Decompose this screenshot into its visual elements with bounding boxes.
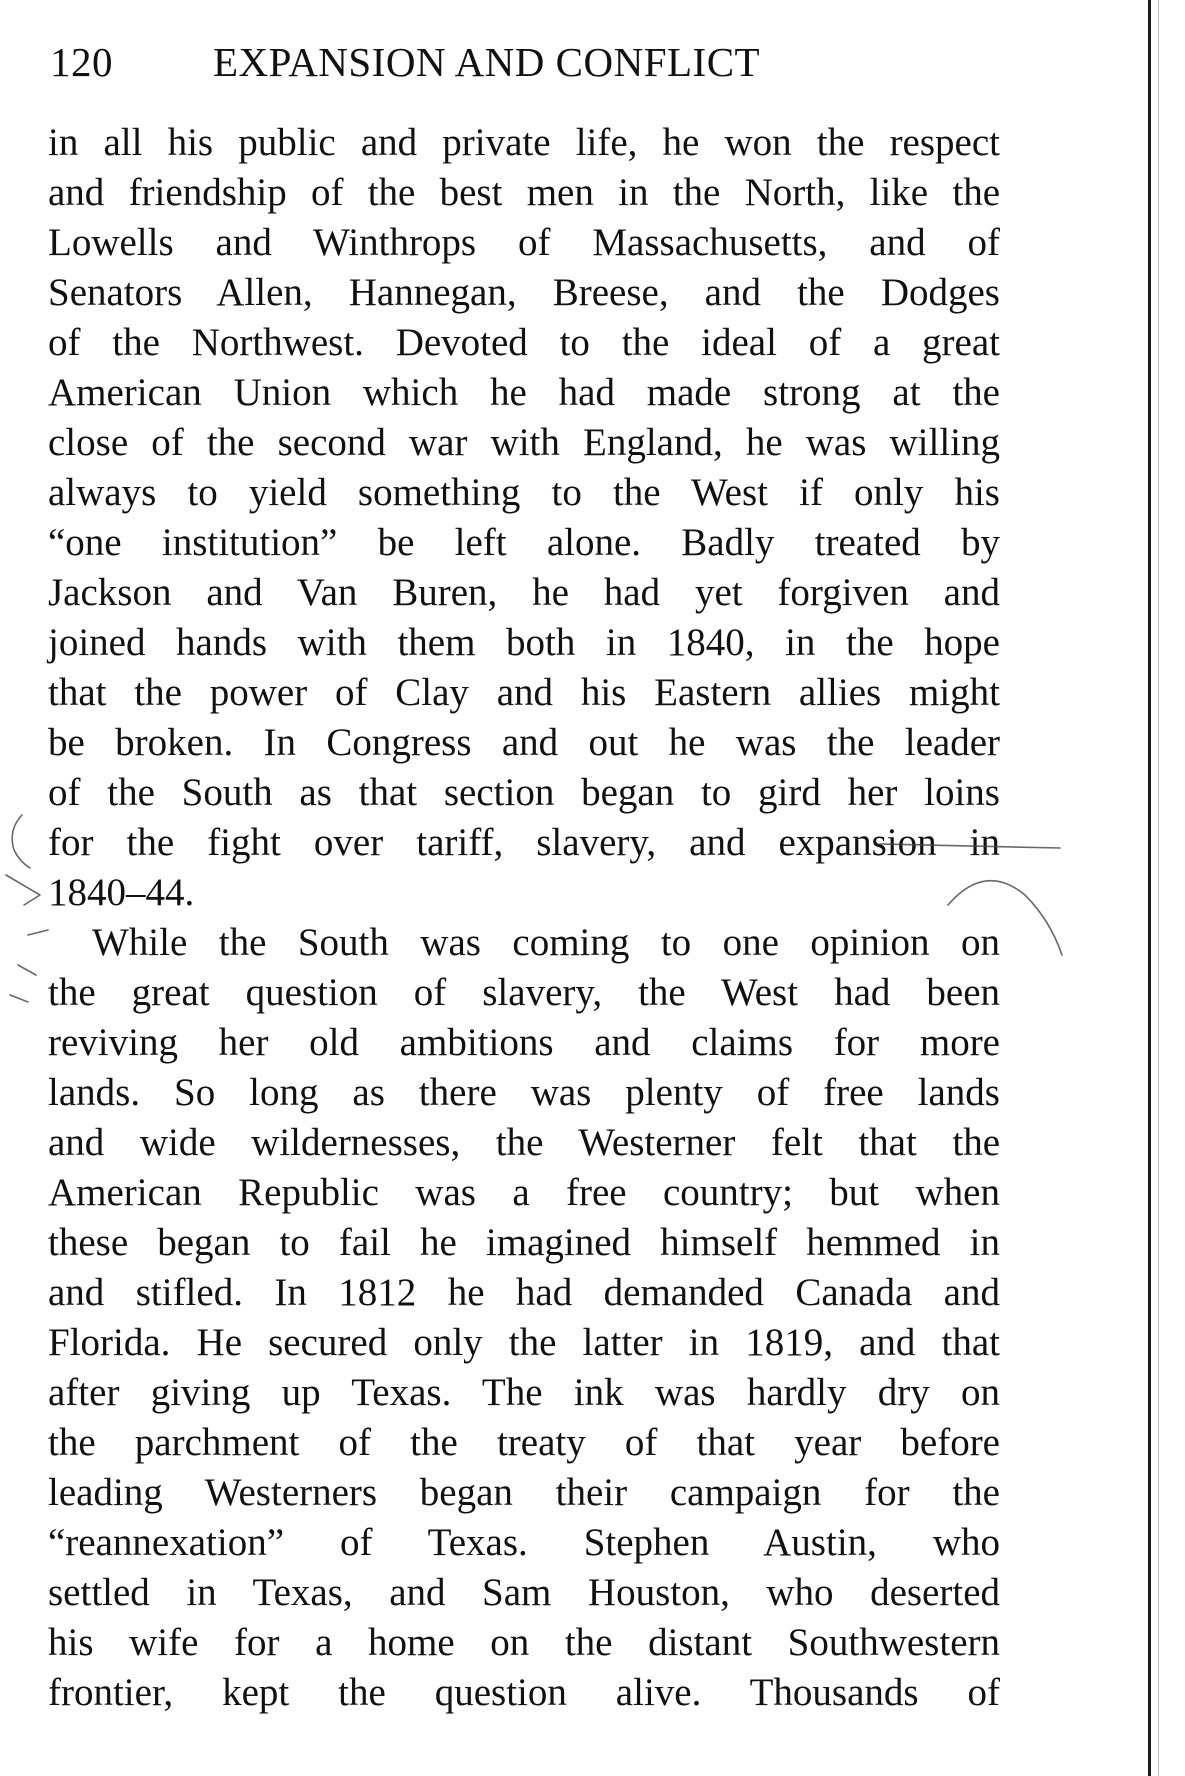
text-line: his wife for a home on the distant Southwestern [48,1621,1000,1664]
text-line: always to yield something to the West if only his [48,471,1000,514]
text-line: American Union which he had made strong at the [48,371,1000,414]
running-title: EXPANSION AND CONFLICT [213,39,761,85]
text-line: close of the second war with England, he was willing [48,421,1000,464]
left-scribble-mark [10,930,48,1002]
text-line: after giving up Texas. The ink was hardly dry on [48,1371,1000,1414]
left-arrow-mark [6,875,40,905]
text-line: be broken. In Congress and out he was the leader [48,721,1000,764]
binding-edge-shadow [1158,0,1159,1776]
page-header [50,38,950,88]
text-line: Florida. He secured only the latter in 1819, and that [48,1321,1000,1364]
paragraph-end-line: 1840–44. [48,871,195,914]
text-line: leading Westerners began their campaign for the [48,1471,1000,1514]
body-text [48,118,1000,1718]
left-bracket-mark [12,815,30,868]
text-line: American Republic was a free country; but when [48,1171,1000,1214]
text-line: Lowells and Winthrops of Massachusetts, and of [48,221,1000,264]
text-line: the parchment of the treaty of that year before [48,1421,1000,1464]
text-line: of the South as that section began to gird her loins [48,771,1000,814]
text-line: and wide wildernesses, the Westerner felt that the [48,1121,1000,1164]
text-line: joined hands with them both in 1840, in the hope [48,621,1000,664]
text-line: lands. So long as there was plenty of free lands [48,1071,1000,1114]
text-line: these began to fail he imagined himself hemmed in [48,1221,1000,1264]
text-line: the great question of slavery, the West had been [48,971,1000,1014]
text-line: “one institution” be left alone. Badly treated by [48,521,1000,564]
text-line: that the power of Clay and his Eastern allies might [48,671,1000,714]
text-line: frontier, kept the question alive. Thousands of [48,1671,1000,1714]
text-line: and friendship of the best men in the North, like the [48,171,1000,214]
text-line: in all his public and private life, he won the respect [48,121,1000,164]
text-line: Jackson and Van Buren, he had yet forgiven and [48,571,1000,614]
text-line: reviving her old ambitions and claims for more [48,1021,1000,1064]
text-line: “reannexation” of Texas. Stephen Austin, who [48,1521,1000,1564]
paragraph-start-line: While the South was coming to one opinion on [92,921,1000,964]
binding-edge-line [1148,0,1151,1776]
text-line: and stifled. In 1812 he had demanded Canada and [48,1271,1000,1314]
text-line: settled in Texas, and Sam Houston, who deserted [48,1571,1000,1614]
text-line: Senators Allen, Hannegan, Breese, and the Dodges [48,271,1000,314]
text-line: for the fight over tariff, slavery, and expansion in [48,821,1000,864]
page-number: 120 [50,39,113,85]
text-line: of the Northwest. Devoted to the ideal of a great [48,321,1000,364]
